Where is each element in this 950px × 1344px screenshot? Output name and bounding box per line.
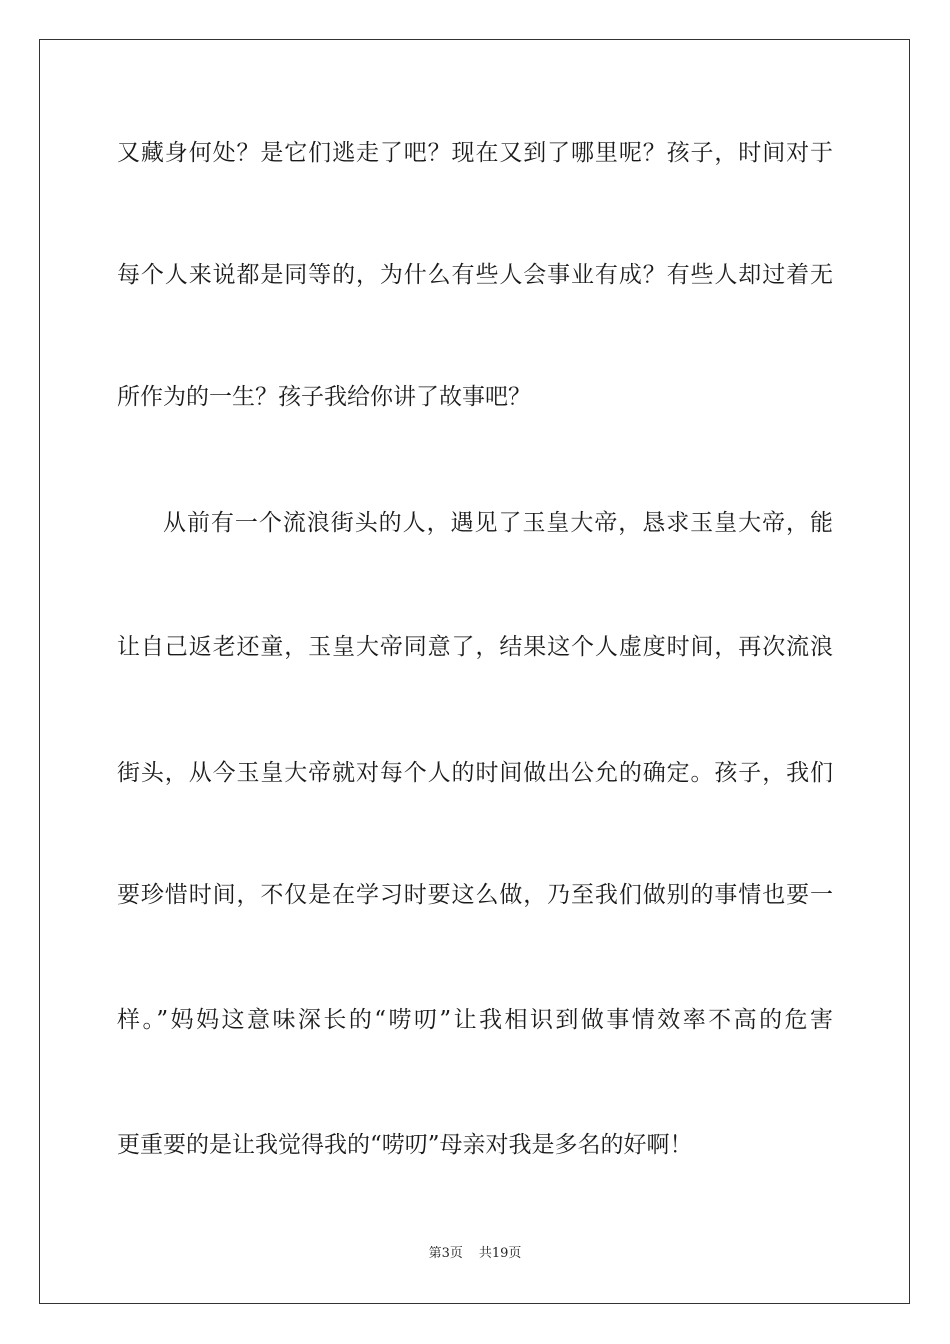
body-text-line: 让自己返老还童，玉皇大帝同意了，结果这个人虚度时间，再次流浪 [117,634,833,660]
page-number: 第3页 [428,1246,463,1261]
body-text-line: 样。”妈妈这意味深长的“唠叨”让我相识到做事情效率不高的危害 [117,1007,833,1033]
body-text-line: 所作为的一生？孩子我给你讲了故事吧？ [117,384,531,410]
page-border [39,39,910,1304]
body-text-line: 每个人来说都是同等的，为什么有些人会事业有成？有些人却过着无 [117,262,833,288]
body-text-line: 更重要的是让我觉得我的“唠叨”母亲对我是多名的好啊！ [117,1132,693,1158]
paragraph-first-line: 从前有一个流浪街头的人，遇见了玉皇大帝，恳求玉皇大帝，能 [163,510,833,536]
body-text-line: 又藏身何处？是它们逃走了吧？现在又到了哪里呢？孩子，时间对于 [117,140,833,166]
page-total: 共19页 [478,1246,522,1261]
body-text-line: 街头，从今玉皇大帝就对每个人的时间做出公允的确定。孩子，我们 [117,760,833,786]
body-text-line: 要珍惜时间，不仅是在学习时要这么做，乃至我们做别的事情也要一 [117,882,833,908]
page-footer [0,1245,950,1263]
